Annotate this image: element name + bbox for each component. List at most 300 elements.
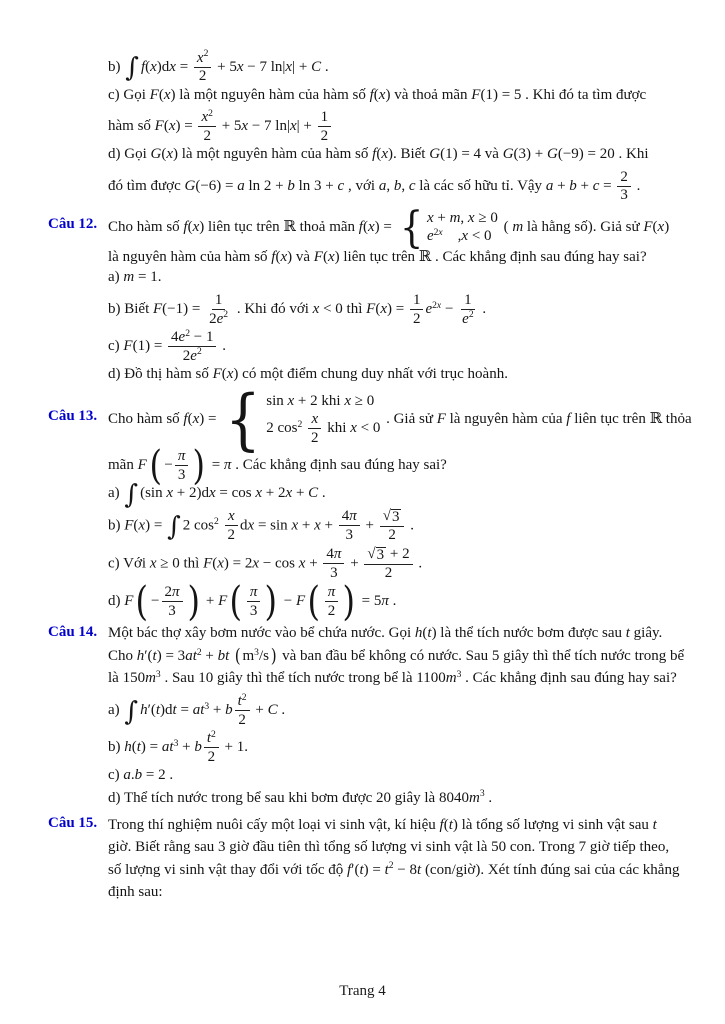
text-run: ) =: [145, 517, 167, 534]
math-variable: f: [140, 58, 146, 75]
math-variable: x: [312, 301, 320, 318]
math-variable: x: [367, 219, 375, 236]
math-variable: e: [178, 328, 186, 345]
math-variable: x: [163, 86, 171, 103]
text-run: ln 2 +: [244, 177, 288, 194]
text-run: −: [151, 592, 160, 609]
document-line: [108, 366, 695, 387]
text-run: (−6) =: [195, 177, 238, 194]
math-variable: t: [625, 625, 630, 642]
math-variable: e: [425, 301, 433, 318]
text-run: = 2 .: [142, 767, 174, 784]
piecewise-cases: { x + m, x ≥ 0 $e^{2x}$ ,x < 0: [399, 202, 498, 253]
text-run: 3: [177, 466, 186, 483]
text-run: +: [298, 517, 315, 534]
text-run: +: [433, 210, 450, 227]
math-variable: m: [123, 269, 135, 286]
fraction: [339, 508, 360, 544]
document-line: [108, 329, 695, 365]
question-body: [108, 48, 695, 206]
question-label: Câu 14.: [48, 623, 98, 640]
math-variable: π: [333, 546, 342, 563]
text-run: là nguyên hàm của: [445, 411, 567, 428]
superscript: 3: [254, 646, 259, 658]
document-line: [108, 269, 695, 290]
math-variable: f: [183, 219, 188, 236]
text-run: )d: [160, 702, 173, 719]
text-run: 1: [320, 109, 329, 126]
text-run: (: [161, 146, 167, 163]
fraction: [194, 50, 211, 86]
fraction: [247, 584, 261, 620]
text-run: =: [175, 58, 192, 75]
text-run: .: [414, 555, 423, 572]
big-parentheses: ( $\frac{\pi}{2}$ ): [307, 578, 356, 625]
text-run: (con/giờ). Xét tính đúng sai của các khẳng: [421, 861, 680, 878]
math-variable: C: [308, 485, 319, 502]
math-variable: b: [134, 767, 143, 784]
math-variable: t: [237, 692, 242, 709]
text-run: [219, 517, 223, 533]
text-run: c) Gọi: [108, 86, 150, 103]
math-variable: F: [643, 219, 653, 236]
text-run: .: [632, 177, 641, 194]
fraction: [206, 292, 231, 328]
math-variable: b: [393, 177, 402, 194]
text-run: = 1.: [134, 269, 162, 286]
math-variable: x: [298, 555, 306, 572]
text-run: ) =: [363, 861, 385, 878]
math-variable: F: [203, 555, 213, 572]
math-variable: x: [287, 392, 295, 409]
math-variable: x: [426, 210, 434, 227]
text-run: a): [108, 269, 124, 286]
math-variable: h: [124, 739, 132, 756]
text-run: 2: [412, 310, 421, 327]
math-variable: x: [217, 555, 224, 572]
math-variable: x: [381, 146, 388, 163]
text-run: 2: [209, 310, 217, 327]
text-run: ,: [401, 177, 409, 194]
text-run: 4: [171, 328, 179, 345]
math-variable: F: [137, 457, 147, 474]
math-variable: x: [344, 392, 351, 409]
math-variable: F: [123, 338, 133, 355]
text-run: +: [292, 485, 309, 502]
math-variable: x: [289, 118, 297, 135]
text-run: c) Với: [108, 555, 150, 572]
text-run: + 1.: [220, 739, 249, 756]
math-variable: t: [417, 861, 422, 878]
text-run: ) là thể tích nước bơm được sau: [431, 625, 626, 642]
math-variable: F: [218, 592, 228, 609]
math-variable: f: [358, 219, 363, 236]
math-variable: G: [502, 146, 514, 163]
math-variable: at: [161, 739, 174, 756]
text-run: 2: [182, 347, 191, 364]
math-variable: F: [436, 411, 446, 428]
fraction: [323, 546, 344, 582]
text-run: ) có một điểm chung duy nhất với trục hoành.: [233, 365, 508, 382]
math-variable: F: [471, 86, 481, 103]
text-run: 4: [326, 546, 334, 563]
fraction: [162, 584, 183, 620]
fraction: [204, 730, 219, 766]
math-variable: a: [123, 767, 131, 784]
text-run: (: [221, 365, 227, 382]
text-run: ) là một nguyên hàm của hàm số: [173, 146, 373, 163]
text-run: (−9) = 20 . Khi: [557, 146, 649, 163]
integral-icon: ∫: [167, 511, 181, 542]
document-line: [108, 508, 695, 545]
math-variable: m: [445, 670, 457, 687]
text-run: ) =: [374, 219, 396, 236]
text-run: +: [361, 517, 378, 534]
text-run: . Sau 10 giây thì thể tích nước trong bể là 1100: [160, 670, 446, 687]
question-block: [48, 48, 695, 206]
text-run: [302, 420, 306, 436]
math-variable: t: [155, 702, 161, 719]
math-variable: x: [150, 58, 157, 75]
text-run: b): [108, 517, 125, 534]
math-variable: f: [271, 248, 276, 265]
question-body: [108, 380, 695, 625]
text-run: +: [209, 702, 226, 719]
text-run: Trong thí nghiệm nuôi cấy một loại vi sinh vật, kí hiệu: [108, 816, 440, 833]
fraction: [175, 448, 189, 484]
superscript: 2: [185, 327, 190, 339]
text-run: +: [305, 555, 322, 572]
document-line: [108, 884, 695, 905]
document-line: [108, 380, 695, 458]
text-run: +: [178, 739, 195, 756]
superscript: 2: [211, 728, 216, 740]
text-run: (: [362, 219, 368, 236]
math-variable: x: [226, 365, 234, 382]
text-run: +: [346, 555, 363, 572]
document-line: [108, 442, 695, 489]
text-run: 4: [341, 508, 350, 525]
text-run: ) = 2: [223, 555, 253, 572]
text-run: Một bác thợ xây bơm nước vào bể chứa nước. Gọi: [108, 625, 415, 642]
math-variable: π: [349, 508, 357, 525]
text-run: − 7 ln|: [243, 58, 286, 75]
text-run: .: [321, 58, 329, 75]
text-run: +: [201, 647, 218, 664]
text-run: b): [108, 739, 125, 756]
math-variable: F: [149, 86, 159, 103]
text-run: (sin: [140, 485, 167, 502]
document-content: [48, 45, 695, 907]
superscript: 2: [468, 309, 474, 321]
math-variable: π: [327, 583, 336, 600]
text-run: 3: [249, 602, 258, 619]
text-run: .: [318, 485, 326, 502]
document-line: [108, 645, 695, 669]
text-run: (: [187, 411, 193, 428]
math-variable: b: [194, 739, 202, 756]
text-run: sin: [266, 392, 288, 409]
superscript: 2: [297, 418, 303, 430]
text-run: c): [108, 767, 124, 784]
text-run: + 2)d: [173, 485, 209, 502]
text-run: (: [376, 146, 382, 163]
text-run: +: [202, 592, 219, 609]
text-run: ): [664, 219, 670, 236]
text-run: đó tìm được: [108, 177, 185, 194]
math-variable: m: [512, 219, 524, 236]
integral-icon: ∫: [124, 479, 139, 510]
text-run: 2: [311, 429, 319, 446]
text-run: (: [275, 248, 281, 265]
text-run: (: [145, 58, 151, 75]
fraction: [364, 546, 412, 583]
math-variable: x: [149, 555, 157, 572]
text-run: 2: [164, 583, 172, 600]
text-run: (: [163, 118, 169, 135]
text-run: 2: [203, 127, 211, 144]
text-run: (1) =: [132, 338, 167, 355]
text-run: (: [133, 517, 139, 534]
text-run: =: [207, 457, 224, 474]
superscript: 3: [173, 737, 179, 749]
math-variable: t: [427, 625, 432, 642]
radical-icon: √: [367, 545, 376, 562]
math-variable: π: [381, 592, 389, 609]
math-variable: b: [569, 177, 577, 194]
fraction: [410, 292, 424, 328]
math-variable: f: [183, 411, 188, 428]
text-run: 3: [168, 602, 176, 619]
question-block: [48, 380, 695, 625]
math-variable: t: [384, 861, 389, 878]
text-run: +: [576, 177, 593, 194]
superscript: 3: [479, 788, 485, 800]
text-run: (: [187, 219, 193, 236]
math-variable: x: [201, 109, 209, 126]
superscript: 2: [241, 691, 247, 703]
text-run: ′(: [144, 647, 153, 664]
text-run: liên tục trên ℝ thỏa: [570, 411, 692, 428]
text-run: là 150: [108, 670, 146, 687]
text-run: + 5: [217, 118, 242, 135]
math-variable: m: [145, 670, 156, 687]
text-run: (: [652, 219, 658, 236]
document-line: [108, 817, 695, 838]
math-variable: t: [172, 702, 177, 719]
question-block: [48, 624, 695, 812]
math-variable: x: [166, 146, 174, 163]
text-run: (1) = 4 và: [440, 146, 503, 163]
text-run: (−1) =: [162, 301, 205, 318]
math-variable: f: [369, 86, 374, 103]
text-run: ln 3 +: [294, 177, 338, 194]
text-run: khi: [323, 420, 351, 437]
question-label: Câu 15.: [48, 815, 98, 832]
math-variable: f: [372, 146, 377, 163]
math-variable: x: [166, 485, 174, 502]
square-root: √ 3: [382, 507, 400, 525]
superscript: 2: [208, 107, 213, 119]
superscript: 2: [196, 346, 202, 358]
text-run: 3: [330, 564, 338, 581]
text-run: < 0 thì: [319, 301, 367, 318]
text-run: . Giả sử: [382, 411, 437, 428]
math-variable: F: [154, 118, 164, 135]
question-body: [108, 202, 695, 389]
math-variable: π: [172, 583, 180, 600]
text-run: ) =: [199, 411, 221, 428]
text-run: . Các khẳng định sau đúng hay sai?: [231, 457, 447, 474]
text-run: là hằng số). Giả sử: [523, 219, 644, 236]
text-run: 2 cos: [182, 517, 214, 534]
text-run: −: [164, 457, 173, 474]
text-run: (: [373, 86, 379, 103]
math-variable: x: [285, 485, 293, 502]
document-line: [108, 862, 695, 883]
text-run: a): [108, 485, 124, 502]
text-run: (3) +: [513, 146, 547, 163]
text-run: (: [422, 625, 428, 642]
text-run: , với: [344, 177, 379, 194]
math-variable: x: [461, 228, 469, 245]
math-variable: F: [124, 592, 134, 609]
math-variable: x: [192, 411, 200, 428]
math-variable: x: [227, 508, 235, 525]
fraction: [459, 292, 476, 328]
math-variable: h: [136, 647, 145, 664]
text-run: (: [443, 816, 449, 833]
text-run: .: [130, 767, 135, 784]
fraction: [617, 169, 631, 205]
text-run: =: [599, 177, 616, 194]
math-variable: e: [190, 347, 197, 364]
text-run: Cho hàm số: [108, 219, 184, 236]
math-variable: F: [366, 301, 376, 318]
square-root: √ 3: [367, 545, 385, 563]
math-variable: x: [378, 86, 386, 103]
text-run: ,: [386, 177, 394, 194]
math-variable: x: [208, 485, 216, 502]
math-variable: h: [414, 625, 423, 642]
math-variable: x: [236, 58, 244, 75]
text-run: d: [240, 517, 248, 534]
text-run: và ban đầu bể không có nước. Sau 5 giây thì thể tích nước trong bể: [278, 647, 685, 664]
math-variable: at: [185, 647, 197, 664]
math-variable: x: [657, 219, 665, 236]
math-variable: t: [359, 861, 364, 878]
math-variable: f: [566, 411, 571, 428]
text-run: ) và: [287, 248, 314, 265]
text-run: Cho: [108, 647, 137, 664]
text-run: + 2: [386, 545, 410, 562]
math-variable: e: [216, 310, 224, 327]
text-run: (: [212, 555, 218, 572]
text-run: là nguyên hàm của hàm số: [108, 248, 272, 265]
text-run: giây.: [629, 625, 663, 642]
math-variable: F: [212, 365, 222, 382]
text-run: − 7 ln|: [248, 118, 290, 135]
text-run: d) Thể tích nước trong bể sau khi bơm được 20 giây là 8040: [108, 789, 469, 806]
superscript: 3: [204, 700, 210, 712]
math-variable: x: [291, 517, 299, 534]
math-variable: G: [184, 177, 196, 194]
text-run: c): [108, 338, 124, 355]
text-run: là các số hữu tỉ. Vậy: [415, 177, 546, 194]
text-run: .: [388, 592, 397, 609]
text-run: ≥ 0: [350, 392, 375, 409]
text-run: )d: [156, 58, 170, 75]
math-variable: x: [436, 299, 442, 311]
math-variable: x: [467, 210, 475, 227]
text-run: 1: [214, 291, 223, 308]
document-line: [108, 202, 695, 253]
text-run: 2: [384, 565, 393, 582]
math-variable: F: [124, 517, 134, 534]
math-variable: x: [327, 248, 335, 265]
text-run: 2: [388, 527, 396, 544]
document-line: [108, 839, 695, 860]
text-run: .: [277, 702, 286, 719]
superscript: 2: [203, 48, 209, 60]
math-variable: t: [448, 816, 453, 833]
math-variable: t: [136, 739, 141, 756]
text-run: 2: [207, 748, 216, 765]
document-line: [108, 767, 695, 788]
text-run: = 5: [357, 592, 382, 609]
math-variable: bt: [217, 647, 230, 664]
fraction: [380, 508, 405, 545]
text-run: 2: [238, 711, 246, 728]
math-variable: x: [438, 227, 443, 239]
text-run: < 0: [468, 228, 492, 245]
document-line: [108, 578, 695, 625]
math-variable: x: [169, 58, 176, 75]
text-run: + 5: [213, 58, 237, 75]
document-line: [108, 146, 695, 167]
integral-icon: ∫: [124, 696, 139, 727]
document-line: [108, 790, 695, 811]
math-variable: G: [546, 146, 558, 163]
text-run: ≥ 0: [474, 210, 498, 227]
text-run: 1: [464, 291, 472, 308]
text-run: .: [478, 301, 487, 318]
text-run: .: [484, 789, 493, 806]
text-run: − cos: [259, 555, 299, 572]
math-variable: c: [592, 177, 600, 194]
math-variable: x: [280, 248, 288, 265]
text-run: + 2 khi: [294, 392, 345, 409]
math-variable: b: [287, 177, 295, 194]
math-variable: c: [408, 177, 416, 194]
big-parentheses: ( − $\frac{2\pi}{3}$ ): [135, 578, 200, 625]
text-run: ). Biết: [387, 146, 430, 163]
math-variable: x: [192, 219, 200, 236]
math-variable: F: [313, 248, 323, 265]
document-line: [108, 87, 695, 108]
math-variable: C: [267, 702, 278, 719]
text-run: (: [158, 86, 164, 103]
text-run: ,: [460, 210, 468, 227]
text-run: −: [280, 592, 296, 609]
math-variable: c: [337, 177, 345, 194]
text-run: < 0: [356, 420, 381, 437]
fraction: [225, 508, 239, 544]
math-variable: C: [311, 58, 322, 75]
text-run: | +: [292, 58, 312, 75]
text-run: .: [218, 338, 226, 355]
text-run: ) là tổng số lượng vi sinh vật sau: [452, 816, 653, 833]
